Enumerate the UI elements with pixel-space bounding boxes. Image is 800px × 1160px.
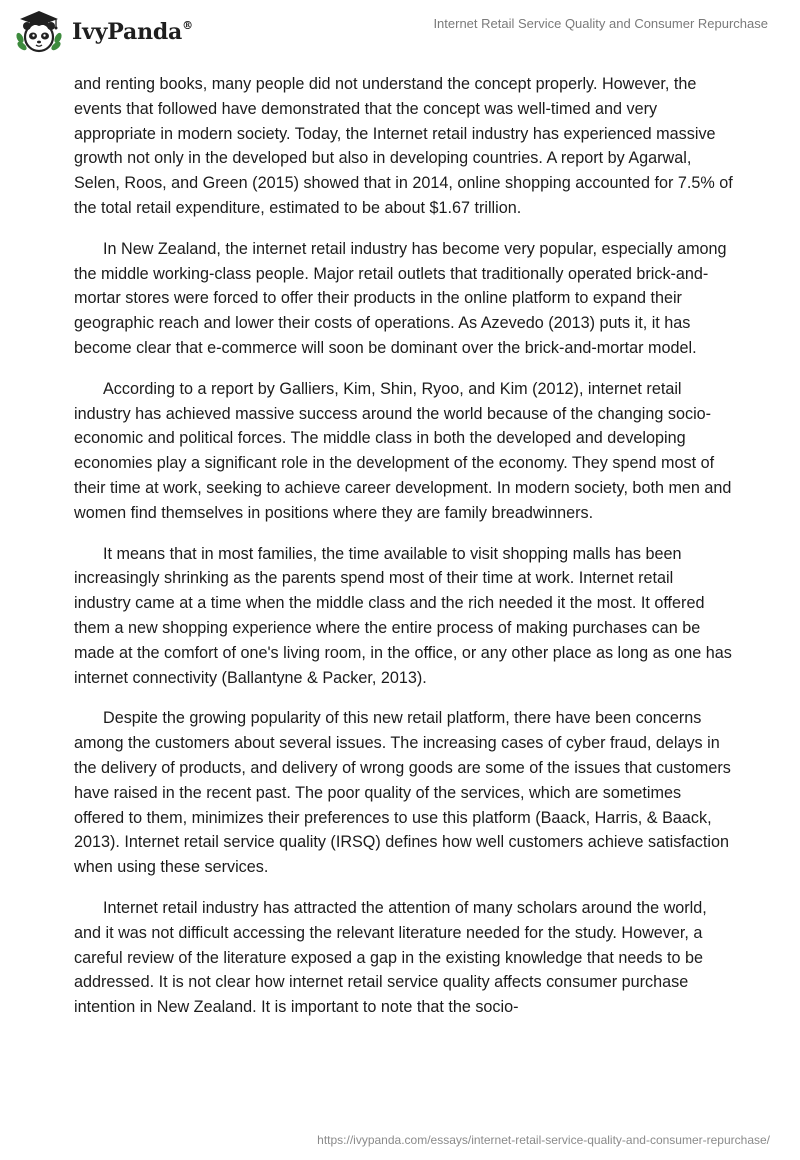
paragraph: According to a report by Galliers, Kim, Shin, Ryoo, and Kim (2012), internet retail industry has achieved massive success around the world because of the changing socio-economic and political forces. The middle class in both the developed and developing economies play a significant role in the development of the economy. They spend most of their time at work, seeking to achieve career development. In modern society, both men and women find themselves in positions where they are family breadwinners. (74, 379, 732, 522)
paragraph: and renting books, many people did not understand the concept properly. However, the events that followed have demonstrated that the concept was well-timed and very appropriate in modern society. Today, the Internet retail industry has experienced massive growth not only in the developed but also in developing countries. A report by Agarwal, Selen, Roos, and Green (2015) showed that in 2014, online shopping accounted for 7.5% of the total retail expenditure, estimated to be about $1.67 trillion. (74, 75, 733, 217)
essay-body (74, 72, 734, 1036)
paragraph: Despite the growing popularity of this new retail platform, there have been concerns among the customers about several issues. The increasing cases of cyber fraud, delays in the delivery of products, and delivery of wrong goods are some of the issues that customers have raised in the recent past. The poor quality of the services, which are sometimes offered to them, minimizes their preferences to use this platform (Baack, Harris, & Baack, 2013). Internet retail service quality (IRSQ) defines how well customers achieve satisfaction when using these services. (74, 709, 731, 877)
source-url[interactable]: https://ivypanda.com/essays/internet-retail-service-quality-and-consumer-repurchase/ (317, 1133, 770, 1147)
brand-name: IvyPanda® (72, 18, 193, 45)
paragraph: In New Zealand, the internet retail industry has become very popular, especially among the middle working-class people. Major retail outlets that traditionally operated brick-and-mortar stores were forced to offer their products in the online platform to expand their geographic reach and lower their costs of operations. As Azevedo (2013) puts it, it has become clear that e-commerce will soon be dominant over the brick-and-mortar model. (74, 239, 727, 357)
paragraph: It means that in most families, the time available to visit shopping malls has been increasingly shrinking as the parents spend most of their time at work. Internet retail industry came at a time when the middle class and the rich needed it the most. It offered them a new shopping experience where the entire process of making purchases can be made at the comfort of one's living room, in the office, or any other place as long as one has internet connectivity (Ballantyne & Packer, 2013). (74, 544, 732, 687)
panda-graduate-icon (14, 8, 64, 56)
document-title: Internet Retail Service Quality and Consumer Repurchase (433, 16, 768, 31)
page-header (0, 0, 800, 64)
paragraph: Internet retail industry has attracted the attention of many scholars around the world, and it was not difficult accessing the relevant literature needed for the study. However, a careful review of the literature exposed a gap in the existing knowledge that needs to be addressed. It is not clear how internet retail service quality affects consumer purchase intention in New Zealand. It is important to note that the socio- (74, 898, 707, 1017)
ivypanda-logo[interactable] (14, 6, 193, 58)
